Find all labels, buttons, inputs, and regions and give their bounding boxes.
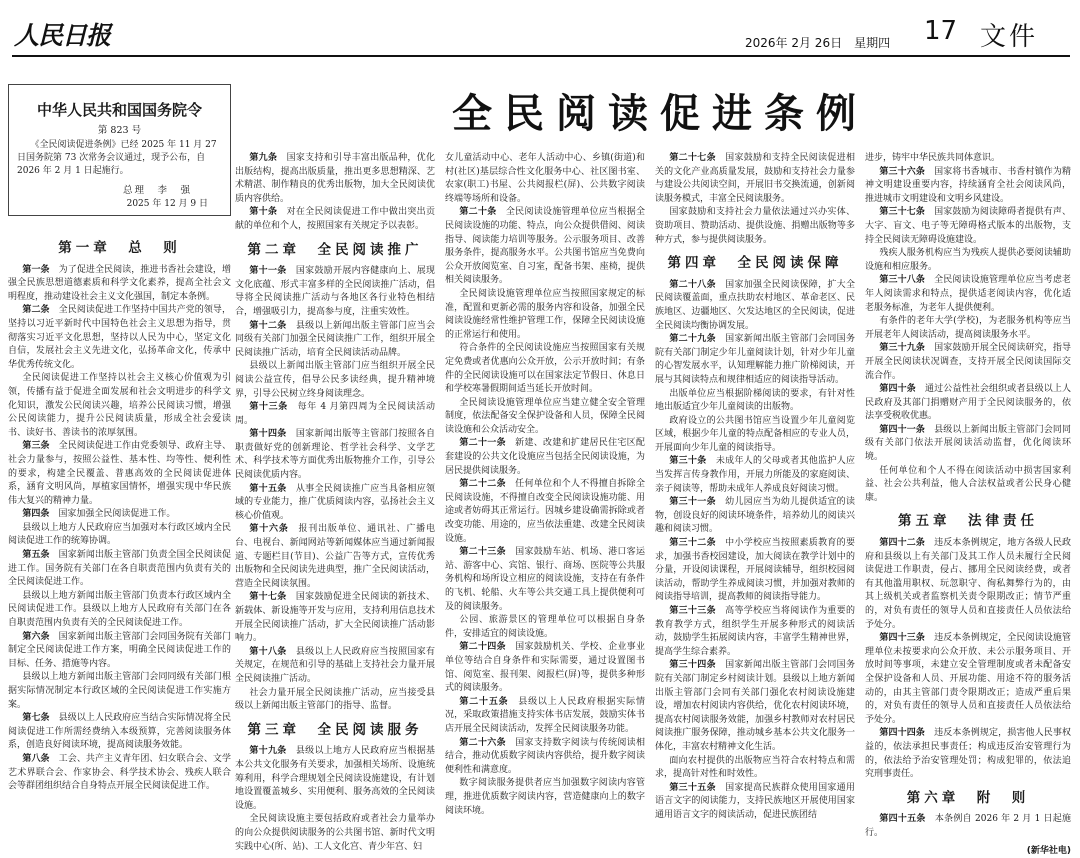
article-number: 第十六条 [249, 524, 288, 534]
article-text: 中小学校应当按照素质教育的要求，加强书香校园建设，加大阅读在教学计划中的分量，开设阅读课程，开展阅读辅导，组织校园阅读活动，帮助学生养成阅读习惯，并加强对教师的阅读指导培训，提高教师的阅读指导能力。 [655, 538, 855, 602]
article-text: 县级以上新闻出版主管部门应当会同级有关部门加强全民阅读推广工作，组织开展全民阅读推广活动，培育全民阅读活动品牌。 [235, 321, 435, 358]
paragraph: 政府设立的公共图书馆应当设置少年儿童阅览区域，根据少年儿童的特点配备相应的专业人员，开展面向少年儿童的阅读指导。 [655, 415, 855, 456]
article [445, 206, 645, 288]
article [235, 523, 435, 591]
paragraph: 数字阅读服务提供者应当加强数字阅读内容管理，推进优质数字阅读内容，营造健康向上的数字阅读环境。 [445, 777, 645, 818]
article-text: 新建、改建和扩建居民住宅区配套建设的公共文化设施应当包括全民阅读设施，为居民提供阅读服务。 [445, 438, 645, 475]
article-number: 第十一条 [249, 266, 286, 276]
paragraph: 残疾人服务机构应当为残疾人提供必要阅读辅助设施和相应服务。 [865, 247, 1071, 274]
article-text: 县级以上新闻出版主管部门会同同级有关部门依法开展阅读活动监督，优化阅读环境。 [865, 425, 1071, 462]
article-text: 全民阅读设施管理单位应当根据全民阅读设施的功能、特点，向公众提供借阅、阅读指导、阅读能力培训等服务。公示服务项目、改善服务条件，提高服务水平。公共图书馆应当免费向公众开放阅览室、自习室，配备书架、座椅，提供相关阅读服务。 [445, 207, 645, 285]
article [865, 813, 1071, 840]
article-text: 全民阅读设施管理单位应当考虑老年人阅读需求和特点，提供适老阅读内容，优化适老服务标准，为老年人提供便利。 [865, 275, 1071, 312]
article-text: 国家新闻出版等主管部门按照各自职责做好党的创新理论、哲学社会科学、文学艺术、科学技术等方面优秀出版物推介工作，引导公民阅读优质内容。 [235, 429, 435, 480]
article [445, 737, 645, 778]
article-number: 第八条 [22, 754, 49, 764]
article [865, 206, 1071, 247]
article [8, 631, 231, 672]
article-text: 全民阅读促进工作由党委领导、政府主导、社会力量参与，按照公益性、基本性、均等性、便利性的要求，构建全民覆盖、普惠高效的全民阅读促进体系，涵育文明风尚，厚植家国情怀，增强实现中华民族伟大复兴的精神力量。 [8, 441, 231, 505]
article [235, 483, 435, 524]
paragraph: 国家鼓励和支持社会力量依法通过兴办实体、资助项目、赞助活动、提供设施、捐赠出版物等多种方式，参与提供阅读服务。 [655, 206, 855, 247]
article-text: 任何单位和个人不得擅自拆除全民阅读设施，不得擅自改变全民阅读设施功能、用途或者妨碍其正常运行。因城乡建设确需拆除或者改变功能、用途的，应当依法重建、改建全民阅读设施。 [445, 479, 645, 543]
article-number: 第九条 [249, 153, 277, 163]
article [865, 383, 1071, 424]
article [8, 753, 231, 794]
article-number: 第七条 [22, 713, 49, 723]
article [865, 274, 1071, 315]
article-number: 第三十八条 [879, 275, 925, 285]
article [655, 152, 855, 206]
article-text: 每年 4 月第四周为全民阅读活动周。 [235, 402, 435, 426]
article [8, 440, 231, 508]
header-divider [12, 55, 1070, 57]
article-text: 违反本条例规定，损害他人民事权益的，依法承担民事责任；构成违反治安管理行为的，依法给予治安管理处罚；构成犯罪的，依法追究刑事责任。 [865, 728, 1071, 779]
paragraph: 面向农村提供的出版物应当符合农村特点和需求，提高针对性和时效性。 [655, 755, 855, 782]
regulation-title: 全民阅读促进条例 [260, 82, 1060, 139]
article-text: 国家鼓励车站、机场、港口客运站、游客中心、宾馆、银行、商场、医院等公共服务机构和场所设立相应的阅读设施，支持在有条件的飞机、轮船、火车等公共交通工具上提供便利可及的阅读服务。 [445, 547, 645, 611]
article-number: 第二十九条 [669, 334, 715, 344]
article-text: 国家将书香城市、书香村镇作为精神文明建设重要内容，持续涵育全社会阅读风尚，推进城市文明建设和文明乡风建设。 [865, 167, 1071, 204]
article [8, 264, 231, 305]
article-number: 第十二条 [249, 321, 286, 331]
paragraph: 全民阅读设施主要包括政府或者社会力量举办的向公众提供阅读服务的公共图书馆、新时代文明实践中心(所、站)、工人文化宫、青少年宫、妇 [235, 813, 435, 854]
article [445, 478, 645, 546]
paragraph: 有条件的老年大学(学校)，为老服务机构等应当开展老年人阅读活动，提高阅读服务水平。 [865, 315, 1071, 342]
article [865, 537, 1071, 632]
article [655, 496, 855, 537]
article-number: 第四十二条 [879, 538, 925, 548]
article-number: 第二十八条 [669, 280, 715, 290]
article-number: 第二十二条 [459, 479, 505, 489]
article-number: 第二十六条 [459, 738, 505, 748]
article-number: 第四十条 [879, 384, 916, 394]
article-text: 未成年人的父母或者其他监护人应当发挥言传身教作用，开展力所能及的家庭阅读、亲子阅读等，帮助未成年人养成良好阅读习惯。 [655, 456, 855, 493]
article-text: 全民阅读促进工作坚持中国共产党的领导，坚持以习近平新时代中国特色社会主义思想为指导，贯彻落实习近平文化思想，坚持以人民为中心，坚定文化自信，发展社会主义先进文化，弘扬革命文化，传承中华优秀传统文化。 [8, 305, 231, 369]
article-text: 国家新闻出版主管部门会同国务院有关部门制定少年儿童阅读计划，针对少年儿童的心智发展水平，认知理解能力推广阶梯阅读，开展与其阅读特点和规律相适应的阅读指导活动。 [655, 334, 855, 385]
article-number: 第三十三条 [669, 606, 715, 616]
article [865, 632, 1071, 727]
article [235, 646, 435, 687]
section-name: 文件 [980, 16, 1038, 53]
article-text: 国家鼓励和支持全民阅读促进相关的文化产业高质量发展，鼓励和支持社会力量参与建设公共阅读空间，开展旧书交换流通，创新阅读服务模式，丰富全民阅读服务。 [655, 153, 855, 204]
article-number: 第二十一条 [459, 438, 505, 448]
article-number: 第二十四条 [459, 642, 505, 652]
decree-signer: 总理 李 强 [17, 182, 222, 196]
chapter-heading: 第六章 附 则 [865, 792, 1071, 806]
article [235, 401, 435, 428]
article [235, 591, 435, 645]
article [865, 424, 1071, 465]
page-header [0, 0, 1080, 56]
article-text: 国家鼓励开展内容健康向上、展现文化底蕴、形式丰富多样的全民阅读推广活动，倡导将全民阅读推广活动与各地区各行业特色相结合，增强吸引力，提高参与度，注重实效性。 [235, 266, 435, 317]
paragraph: 进步，铸牢中华民族共同体意识。 [865, 152, 1071, 166]
article [655, 333, 855, 387]
article [445, 696, 645, 737]
article-text: 国家加强全民阅读促进工作。 [49, 509, 175, 519]
paragraph: 女儿童活动中心、老年人活动中心、乡镇(街道)和村(社区)基层综合性文化服务中心、社区图书室、农家(职工)书屋、公共阅报栏(屏)、公共数字阅读终端等场所和设备。 [445, 152, 645, 206]
article-text: 国家提高民族群众使用国家通用语言文字的阅读能力，支持民族地区开展使用国家通用语言文字的阅读活动，促进民族团结 [655, 783, 855, 820]
article-number: 第十九条 [249, 746, 286, 756]
article-number: 第三十七条 [879, 207, 925, 217]
article [865, 342, 1071, 383]
article-number: 第二十三条 [459, 547, 505, 557]
article [445, 641, 645, 695]
article-text: 国家新闻出版主管部门会同国务院有关部门制定全民阅读促进工作方案，明确全民阅读促进工作的目标、任务、措施等内容。 [8, 632, 231, 669]
article-text: 违反本条例规定，全民阅读设施管理单位未按要求向公众开放、未公示服务项目、开放时间等事项，未建立安全管理制度或者未配备安全保护设备和人员、开展功能、用途不符的服务活动的，由其主管部门责令限期改正；造成严重后果的，对负有责任的领导人员和直接责任人员依法给予处分。 [865, 633, 1071, 725]
article-number: 第三十五条 [669, 783, 715, 793]
article [8, 508, 231, 522]
article-text: 国家新闻出版主管部门负责全国全民阅读促进工作。国务院有关部门在各自职责范围内负责有关的全民阅读促进工作。 [8, 550, 231, 587]
article-text: 通过公益性社会组织或者县级以上人民政府及其部门捐赠财产用于全民阅读服务的，依法享受税收优惠。 [865, 384, 1071, 421]
article-number: 第十四条 [249, 429, 286, 439]
decree-title: 中华人民共和国国务院令 [17, 99, 222, 120]
paragraph: 符合条件的全民阅读设施应当按照国家有关规定免费或者优惠向公众开放，公示开放时间；有条件的全民阅读设施可以在国家法定节假日、休息日和学校寒暑假期间适当延长开放时间。 [445, 342, 645, 396]
article [655, 537, 855, 605]
article [865, 727, 1071, 781]
article-text: 国家新闻出版主管部门会同国务院有关部门制定乡村阅读计划。县级以上地方新闻出版主管部门会同有关部门强化农村阅读设施建设，增加农村阅读内容供给，优化农村阅读环境，提高农村阅读服务效能，加强乡村教师对农村居民阅读推广服务保障，推动城乡基本公共文化服务一体化，丰富农村精神文化生活。 [655, 660, 855, 752]
article [8, 549, 231, 590]
article [655, 455, 855, 496]
paragraph: 公园、旅游景区的管理单位可以根据自身条件，安排适宜的阅读设施。 [445, 614, 645, 641]
text-column-2 [235, 152, 435, 782]
article-text: 高等学校应当将阅读作为重要的教育教学方式，组织学生开展多种形式的阅读活动，鼓励学生拓展阅读内容，丰富学生精神世界，提高学生综合素养。 [655, 606, 855, 657]
article-number: 第二十五条 [459, 697, 508, 707]
article-number: 第十条 [249, 207, 277, 217]
decree-date: 2025 年 12 月 9 日 [17, 196, 222, 209]
paragraph: 全民阅读设施管理单位应当建立健全安全管理制度，依法配备安全保护设备和人员，保障全民阅读设施和公众活动安全。 [445, 397, 645, 438]
article-number: 第三十一条 [669, 497, 715, 507]
article-text: 为了促进全民阅读，推进书香社会建设，增强全民族思想道德素质和科学文化素养，提高全社会文明程度，推动建设社会主义文化强国，制定本条例。 [8, 265, 231, 302]
article-number: 第二十条 [459, 207, 496, 217]
text-column-4 [655, 152, 855, 782]
article-number: 第一条 [22, 265, 49, 275]
article-text: 县级以上地方人民政府应当根据基本公共文化服务有关要求，加强相关场所、设施统筹利用，科学合理规划全民阅读设施建设，有计划地设置覆盖城乡、实用便利、服务高效的全民阅读设施。 [235, 746, 435, 810]
article-text: 国家鼓励促进全民阅读的新技术、新载体、新设施等开发与应用，支持利用信息技术开展全民阅读推广活动，扩大全民阅读推广活动影响力。 [235, 592, 435, 643]
article [235, 265, 435, 319]
article [655, 659, 855, 754]
article-number: 第三十九条 [879, 343, 925, 353]
article-text: 县级以上人民政府应当结合实际情况将全民阅读促进工作所需经费纳入本级预算，完善阅读服务体系，创造良好阅读环境，提高阅读服务效能。 [8, 713, 231, 750]
decree-number: 第 823 号 [17, 122, 222, 136]
article-text: 对在全民阅读促进工作中做出突出贡献的单位和个人，按照国家有关规定予以表彰。 [235, 207, 435, 231]
chapter-heading: 第二章 全民阅读推广 [235, 244, 435, 258]
article-text: 本条例自 2026 年 2 月 1 日起施行。 [865, 814, 1071, 838]
article-text: 国家支持数字阅读与传统阅读相结合，推动优质数字阅读内容供给，提升数字阅读便利性和满意度。 [445, 738, 645, 775]
article-number: 第四十三条 [879, 633, 925, 643]
article-number: 第十三条 [249, 402, 288, 412]
paragraph: 全民阅读促进工作坚持以社会主义核心价值观为引领，传播有益于促进全面发展和社会文明进步的科学文化知识，激发公民阅读兴趣，培养公民阅读习惯，增强公民阅读能力，提升公民阅读质量，形成全社会爱读书、读好书、善读书的浓厚氛围。 [8, 372, 231, 440]
paragraph: 县级以上地方人民政府应当加强对本行政区域内全民阅读促进工作的统筹协调。 [8, 522, 231, 549]
chapter-heading: 第五章 法律责任 [865, 515, 1071, 529]
page-number: 17 [924, 16, 957, 46]
chapter-heading: 第一章 总 则 [8, 242, 231, 256]
article [235, 206, 435, 233]
text-column-5 [865, 152, 1071, 782]
article-text: 县级以上人民政府根据实际情况，采取政策措施支持实体书店发展，鼓励实体书店开展全民阅读活动，发挥全民阅读服务功能。 [445, 697, 645, 734]
paragraph: 社会力量开展全民阅读推广活动，应当接受县级以上新闻出版主管部门的指导、监督。 [235, 687, 435, 714]
article-number: 第三十六条 [879, 167, 925, 177]
article-number: 第三十二条 [669, 538, 715, 548]
article [655, 605, 855, 659]
article-text: 报刊出版单位、通讯社、广播电台、电视台、新闻网站等新闻媒体应当通过新闻报道、专题栏目(节目)、公益广告等方式，宣传优秀出版物和全民阅读先进典型，推广全民阅读活动，营造全民阅读氛围。 [235, 524, 435, 588]
chapter-heading: 第三章 全民阅读服务 [235, 724, 435, 738]
article [235, 320, 435, 361]
article [235, 152, 435, 206]
state-council-decree-box [8, 84, 231, 216]
article [445, 546, 645, 614]
decree-body: 《全民阅读促进条例》已经 2025 年 11 月 27 日国务院第 73 次常务会议通过，现予公布，自 2026 年 2 月 1 日起施行。 [17, 139, 222, 178]
article-number: 第四条 [22, 509, 49, 519]
article-number: 第十七条 [249, 592, 286, 602]
article-number: 第十五条 [249, 484, 286, 494]
article-number: 第五条 [22, 550, 49, 560]
article-number: 第四十四条 [879, 728, 925, 738]
paragraph: 县级以上新闻出版主管部门应当组织开展全民阅读公益宣传，倡导公民多读经典，提升精神境界，引导公民树立终身阅读理念。 [235, 360, 435, 401]
article-text: 县级以上人民政府应当按照国家有关规定，在规范和引导的基础上支持社会力量开展全民阅读推广活动。 [235, 647, 435, 684]
article-number: 第四十五条 [879, 814, 925, 824]
article-number: 第三十条 [669, 456, 706, 466]
article-text: 国家鼓励开展全民阅读研究，指导开展全民阅读状况调查，支持开展全民阅读国际交流合作。 [865, 343, 1071, 380]
article-text: 幼儿园应当为幼儿提供适宜的读物，创设良好的阅读环境条件，培养幼儿的阅读兴趣和阅读习惯。 [655, 497, 855, 534]
article-number: 第六条 [22, 632, 49, 642]
article [865, 166, 1071, 207]
article [445, 437, 645, 478]
paragraph: 出版单位应当根据阶梯阅读的要求，有针对性地出版适宜少年儿童阅读的出版物。 [655, 388, 855, 415]
paragraph: 全民阅读设施管理单位应当按照国家规定的标准，配置和更新必需的服务内容和设备，加强全民阅读设施经常性维护管理工作，保障全民阅读设施的正常运行和使用。 [445, 288, 645, 342]
article-text: 国家支持和引导丰富出版品种，优化出版结构，提高出版质量，推出更多思想精深、艺术精湛、制作精良的优秀出版物，加大全民阅读优质内容供给。 [235, 153, 435, 204]
article-number: 第三十四条 [669, 660, 715, 670]
article-text: 从事全民阅读推广应当具备相应领域的专业能力，推广优质阅读内容，弘扬社会主义核心价值观。 [235, 484, 435, 521]
article-number: 第十八条 [249, 647, 286, 657]
article [8, 712, 231, 753]
article [655, 782, 855, 823]
paragraph: 县级以上地方新闻出版主管部门负责本行政区域内全民阅读促进工作。县级以上地方人民政府有关部门在各自职责范围内负责有关的全民阅读促进工作。 [8, 590, 231, 631]
chapter-heading: 第四章 全民阅读保障 [655, 257, 855, 271]
article [655, 279, 855, 333]
issue-date: 2026年 2月 26日 星期四 [745, 34, 890, 51]
article-text: 违反本条例规定，地方各级人民政府和县级以上有关部门及其工作人员未履行全民阅读促进工作职责，侵占、挪用全民阅读经费，或者有其他滥用职权、玩忽职守、徇私舞弊行为的，由其上级机关或者监察机关责令限期改正；情节严重的，对负有责任的领导人员和直接责任人员依法给予处分。 [865, 538, 1071, 630]
article-text: 国家鼓励为阅读障碍者提供有声、大字、盲文、电子等无障碍格式版本的出版物，支持全民阅读无障碍设施建设。 [865, 207, 1071, 244]
text-column-1 [8, 232, 231, 782]
article [8, 304, 231, 372]
article-number: 第四十一条 [879, 425, 925, 435]
text-column-3 [445, 152, 645, 782]
article [235, 428, 435, 482]
article-text: 国家加强全民阅读保障，扩大全民阅读覆盖面，重点扶助农村地区、革命老区、民族地区、边疆地区、欠发达地区的全民阅读，促进全民阅读均衡协调发展。 [655, 280, 855, 331]
article-text: 国家鼓励机关、学校、企业事业单位等结合自身条件和实际需要，通过设置图书馆、阅览室、报刊架、阅报栏(屏)等，提供多种形式的阅读服务。 [445, 642, 645, 693]
article-number: 第三条 [22, 441, 49, 451]
news-source: (新华社电) [865, 845, 1071, 858]
paragraph: 任何单位和个人不得在阅读活动中损害国家利益、社会公共利益，他人合法权益或者公民身心健康。 [865, 465, 1071, 506]
article-number: 第二条 [22, 305, 49, 315]
article [235, 745, 435, 813]
article-number: 第二十七条 [669, 153, 715, 163]
article-text: 工会、共产主义青年团、妇女联合会、文学艺术界联合会、作家协会、科学技术协会、残疾人联合会等群团组织结合自身特点开展全民阅读促进工作。 [8, 754, 231, 791]
paragraph: 县级以上地方新闻出版主管部门会同同级有关部门根据实际情况制定本行政区域的全民阅读促进工作实施方案。 [8, 671, 231, 712]
masthead-logo: 人民日报 [14, 16, 110, 52]
